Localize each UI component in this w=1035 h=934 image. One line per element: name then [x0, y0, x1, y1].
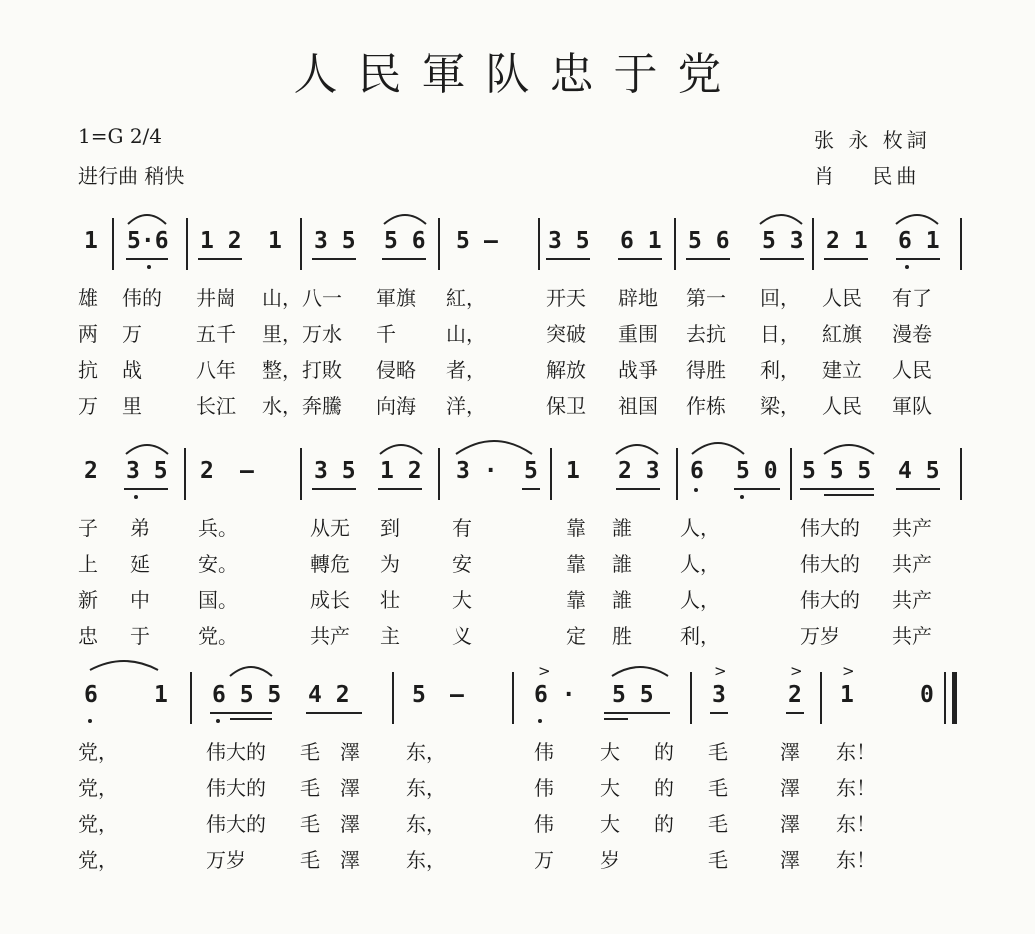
lyric: 到	[380, 516, 400, 540]
lyric: 伟大的	[206, 776, 266, 800]
lyric: 澤	[780, 740, 800, 764]
lyric: 东，	[406, 776, 446, 800]
lyric: 万	[122, 322, 142, 346]
lyric: 伟大的	[800, 588, 860, 612]
note: 3	[712, 682, 726, 708]
lyric: 井崗	[196, 286, 236, 310]
note: 5 3	[762, 228, 804, 254]
lyric: 紅旗	[822, 322, 862, 346]
lyric: 利，	[680, 624, 720, 648]
slur	[384, 215, 426, 224]
lyric: 的	[654, 776, 674, 800]
lyric: 伟大的	[800, 516, 860, 540]
lyric: 义	[452, 624, 472, 648]
lyric: 靠	[566, 552, 586, 576]
slur	[760, 215, 802, 224]
lyric: 澤	[780, 776, 800, 800]
lyric: 澤	[780, 812, 800, 836]
lyric: 人，	[680, 516, 720, 540]
lyric: 毛	[708, 848, 728, 872]
dash: —	[450, 682, 464, 708]
note: 3 5	[314, 458, 356, 484]
lyric: 重围	[618, 322, 658, 346]
lyric: 兵。	[198, 516, 238, 540]
lyric: 定	[566, 624, 586, 648]
accent-mark: >	[842, 662, 855, 680]
lyric: 万	[78, 394, 98, 418]
slur	[456, 441, 532, 454]
note: 5·6	[127, 228, 169, 254]
note: 5 6	[384, 228, 426, 254]
lyric: 向海	[376, 394, 416, 418]
lyric: 伟大的	[206, 812, 266, 836]
lyric: 开天	[546, 286, 586, 310]
lyric: 大	[452, 588, 472, 612]
note: 5 0	[736, 458, 778, 484]
note: 1	[840, 682, 854, 708]
note: 1	[268, 228, 282, 254]
note: 2 3	[618, 458, 660, 484]
lyric: 者，	[446, 358, 486, 382]
lyric: 东！	[836, 740, 876, 764]
song-title: 人民軍队忠于党	[293, 49, 742, 100]
note: 6 1	[620, 228, 662, 254]
lyric: 回，	[760, 286, 800, 310]
lyric: 侵略	[376, 358, 416, 382]
lyric: 建立	[822, 358, 862, 382]
lyric: 共产	[892, 624, 932, 648]
note: 1	[154, 682, 168, 708]
note: 1 2	[380, 458, 422, 484]
lyric: 人民	[892, 358, 932, 382]
lyric: 辟地	[618, 286, 658, 310]
lyric: 国。	[198, 588, 238, 612]
lyric: 漫卷	[892, 322, 932, 346]
lyric: 突破	[546, 322, 586, 346]
note: 2	[788, 682, 802, 708]
lyric: 解放	[546, 358, 586, 382]
lyric: 万岁	[800, 624, 840, 648]
lyric: 党。	[198, 624, 238, 648]
lyric: 毛	[708, 776, 728, 800]
lyric: 人民	[822, 286, 862, 310]
lyric: 东，	[406, 740, 446, 764]
slur	[824, 445, 874, 454]
slur	[90, 661, 158, 670]
lyric: 忠	[78, 624, 98, 648]
lyric: 山，八一	[262, 286, 342, 310]
lyric: 梁，	[760, 394, 800, 418]
accent-mark: >	[790, 662, 803, 680]
lyric: 毛	[300, 848, 320, 872]
note: 4 5	[898, 458, 940, 484]
lyric: 伟的	[122, 286, 162, 310]
lyric: 延	[130, 552, 150, 576]
lyric: 党，	[78, 740, 118, 764]
accent-mark: >	[538, 662, 551, 680]
lyric: 长江	[196, 394, 236, 418]
lyricist-credit: 张 永 枚詞	[814, 128, 931, 152]
lyric: 里	[122, 394, 142, 418]
lyric: 靠	[566, 588, 586, 612]
note: 3 5	[126, 458, 168, 484]
lyric: 毛	[300, 812, 320, 836]
lyric: 伟	[534, 740, 554, 764]
note: 6 ·	[534, 682, 576, 708]
lyric: 大	[600, 776, 620, 800]
lyric: 毛	[300, 740, 320, 764]
lyric: 澤	[340, 740, 360, 764]
lyric: 共产	[892, 516, 932, 540]
lyric: 紅，	[446, 286, 486, 310]
lyric: 得胜	[686, 358, 726, 382]
lyric: 雄	[78, 286, 98, 310]
lyric: 水，奔騰	[262, 394, 342, 418]
lyric: 党，	[78, 812, 118, 836]
lyric: 轉危	[310, 552, 350, 576]
slur	[616, 445, 658, 454]
lyric: 去抗	[686, 322, 726, 346]
lyric: 上	[78, 552, 98, 576]
lyric: 中	[130, 588, 150, 612]
lyric: 軍旗	[376, 286, 416, 310]
lyric: 毛	[708, 740, 728, 764]
lyric: 利，	[760, 358, 800, 382]
lyric: 人，	[680, 588, 720, 612]
lyric: 万	[534, 848, 554, 872]
slur	[692, 443, 744, 454]
lyric: 祖国	[618, 394, 658, 418]
lyric: 的	[654, 812, 674, 836]
slur	[612, 667, 668, 676]
note: 1	[84, 228, 98, 254]
slur	[128, 215, 166, 224]
note: 5 6	[688, 228, 730, 254]
lyric: 第一	[686, 286, 726, 310]
lyric: 五千	[196, 322, 236, 346]
note: 2	[84, 458, 98, 484]
lyric: 东，	[406, 812, 446, 836]
note: 4 2	[308, 682, 350, 708]
note: 3 5	[314, 228, 356, 254]
lyric: 子	[78, 516, 98, 540]
lyric: 成长	[310, 588, 350, 612]
lyric: 澤	[340, 812, 360, 836]
lyric: 东！	[836, 848, 876, 872]
lyric: 保卫	[546, 394, 586, 418]
lyric: 主	[380, 624, 400, 648]
key-signature: 1=G 2/4	[78, 124, 163, 148]
lyric: 洋，	[446, 394, 486, 418]
lyric: 共产	[892, 588, 932, 612]
lyric: 作栋	[686, 394, 726, 418]
lyric: 靠	[566, 516, 586, 540]
note: 1 2	[200, 228, 242, 254]
composer-credit: 肖 民曲	[814, 164, 921, 188]
lyric: 的	[654, 740, 674, 764]
lyric: 胜	[612, 624, 632, 648]
lyric: 伟	[534, 776, 554, 800]
lyric: 整，打敗	[262, 358, 342, 382]
lyric: 两	[78, 322, 98, 346]
note: 2 1	[826, 228, 868, 254]
note: 5	[524, 458, 538, 484]
lyric: 岁	[600, 848, 620, 872]
lyric: 日，	[760, 322, 800, 346]
lyric: 澤	[340, 776, 360, 800]
lyric: 抗	[78, 358, 98, 382]
note: 1	[566, 458, 580, 484]
lyric: 澤	[340, 848, 360, 872]
note: 2	[200, 458, 214, 484]
lyric: 有	[452, 516, 472, 540]
lyric: 共产	[310, 624, 350, 648]
slur	[230, 667, 272, 676]
note: 6	[84, 682, 98, 708]
slur	[126, 445, 168, 454]
lyric: 八年	[196, 358, 236, 382]
lyric: 人，	[680, 552, 720, 576]
lyric: 万岁	[206, 848, 246, 872]
lyric: 从无	[310, 516, 350, 540]
lyric: 千	[376, 322, 396, 346]
dash: —	[240, 458, 254, 484]
slur	[896, 215, 938, 224]
lyric: 誰	[612, 588, 632, 612]
lyric: 安。	[198, 552, 238, 576]
lyric: 人民	[822, 394, 862, 418]
note: 5	[412, 682, 426, 708]
lyric: 伟大的	[206, 740, 266, 764]
note: 5	[456, 228, 470, 254]
lyric: 共产	[892, 552, 932, 576]
note: 3 ·	[456, 458, 498, 484]
lyric: 大	[600, 812, 620, 836]
lyric: 里，万水	[262, 322, 342, 346]
lyric: 战爭	[618, 358, 658, 382]
slur	[380, 445, 422, 454]
note: 3 5	[548, 228, 590, 254]
lyric: 軍队	[892, 394, 932, 418]
lyric: 有了	[892, 286, 932, 310]
lyric: 誰	[612, 552, 632, 576]
note: 5 5 5	[802, 458, 872, 484]
lyric: 誰	[612, 516, 632, 540]
note: 5 5	[612, 682, 654, 708]
dash: —	[484, 228, 498, 254]
accent-mark: >	[714, 662, 727, 680]
note: 6 5 5	[212, 682, 282, 708]
lyric: 东！	[836, 776, 876, 800]
lyric: 山，	[446, 322, 486, 346]
note: 6 1	[898, 228, 940, 254]
lyric: 战	[122, 358, 142, 382]
lyric: 伟大的	[800, 552, 860, 576]
lyric: 伟	[534, 812, 554, 836]
tempo-marking: 进行曲 稍快	[78, 164, 185, 188]
lyric: 于	[130, 624, 150, 648]
lyric: 澤	[780, 848, 800, 872]
lyric: 党，	[78, 776, 118, 800]
lyric: 弟	[130, 516, 150, 540]
lyric: 东！	[836, 812, 876, 836]
note: 6	[690, 458, 704, 484]
lyric: 为	[380, 552, 400, 576]
lyric: 新	[78, 588, 98, 612]
note: 0	[920, 682, 934, 708]
lyric: 毛	[300, 776, 320, 800]
lyric: 党，	[78, 848, 118, 872]
lyric: 安	[452, 552, 472, 576]
lyric: 大	[600, 740, 620, 764]
lyric: 壮	[380, 588, 400, 612]
lyric: 东，	[406, 848, 446, 872]
lyric: 毛	[708, 812, 728, 836]
